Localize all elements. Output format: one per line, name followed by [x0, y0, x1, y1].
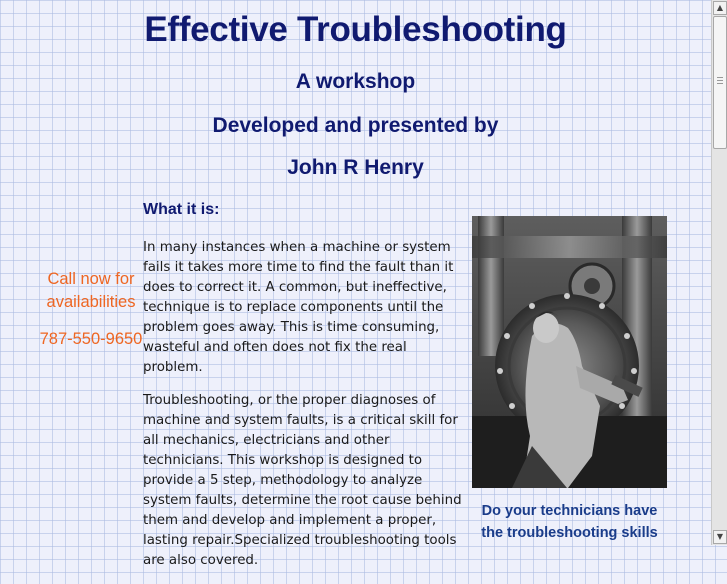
- call-to-action: [36, 268, 146, 351]
- phone-number: 787-550-9650: [39, 330, 143, 348]
- main-content: [143, 200, 465, 584]
- subtitle-presented-by: Developed and presented by: [212, 114, 499, 137]
- paragraph-description: Troubleshooting, or the proper diagnoses of machine and system faults, is a critical skill for all mechanics, electricians and other technicians. This workshop is designed to provide a 5 step, methodology to analyze system faults, determine the root cause behind them and develop and implement a proper, lasting repair.Specialized troubleshooting tools are also covered.: [143, 393, 462, 568]
- scrollbar-thumb[interactable]: [713, 16, 727, 149]
- call-now-text: Call now for availabilities: [46, 270, 136, 311]
- mechanic-photo-illustration: [472, 216, 667, 488]
- arrow-down-icon[interactable]: ▼: [713, 530, 727, 544]
- section-heading: What it is:: [143, 201, 220, 218]
- subtitle-workshop: A workshop: [295, 70, 416, 93]
- page-title: Effective Troubleshooting: [144, 10, 567, 49]
- vertical-scrollbar[interactable]: [711, 0, 727, 545]
- mechanic-photo: [472, 216, 667, 488]
- presenter-name: John R Henry: [287, 156, 424, 179]
- paragraph-intro: In many instances when a machine or system fails it takes more time to find the fault than it does to correct it. A common, but ineffective, technique is to replace components until the problem goes away. This is time consuming, wasteful and often does not fix the real problem.: [143, 240, 454, 375]
- arrow-up-icon[interactable]: ▲: [713, 1, 727, 15]
- photo-caption: Do your technicians have the troubleshooting skills: [481, 503, 658, 541]
